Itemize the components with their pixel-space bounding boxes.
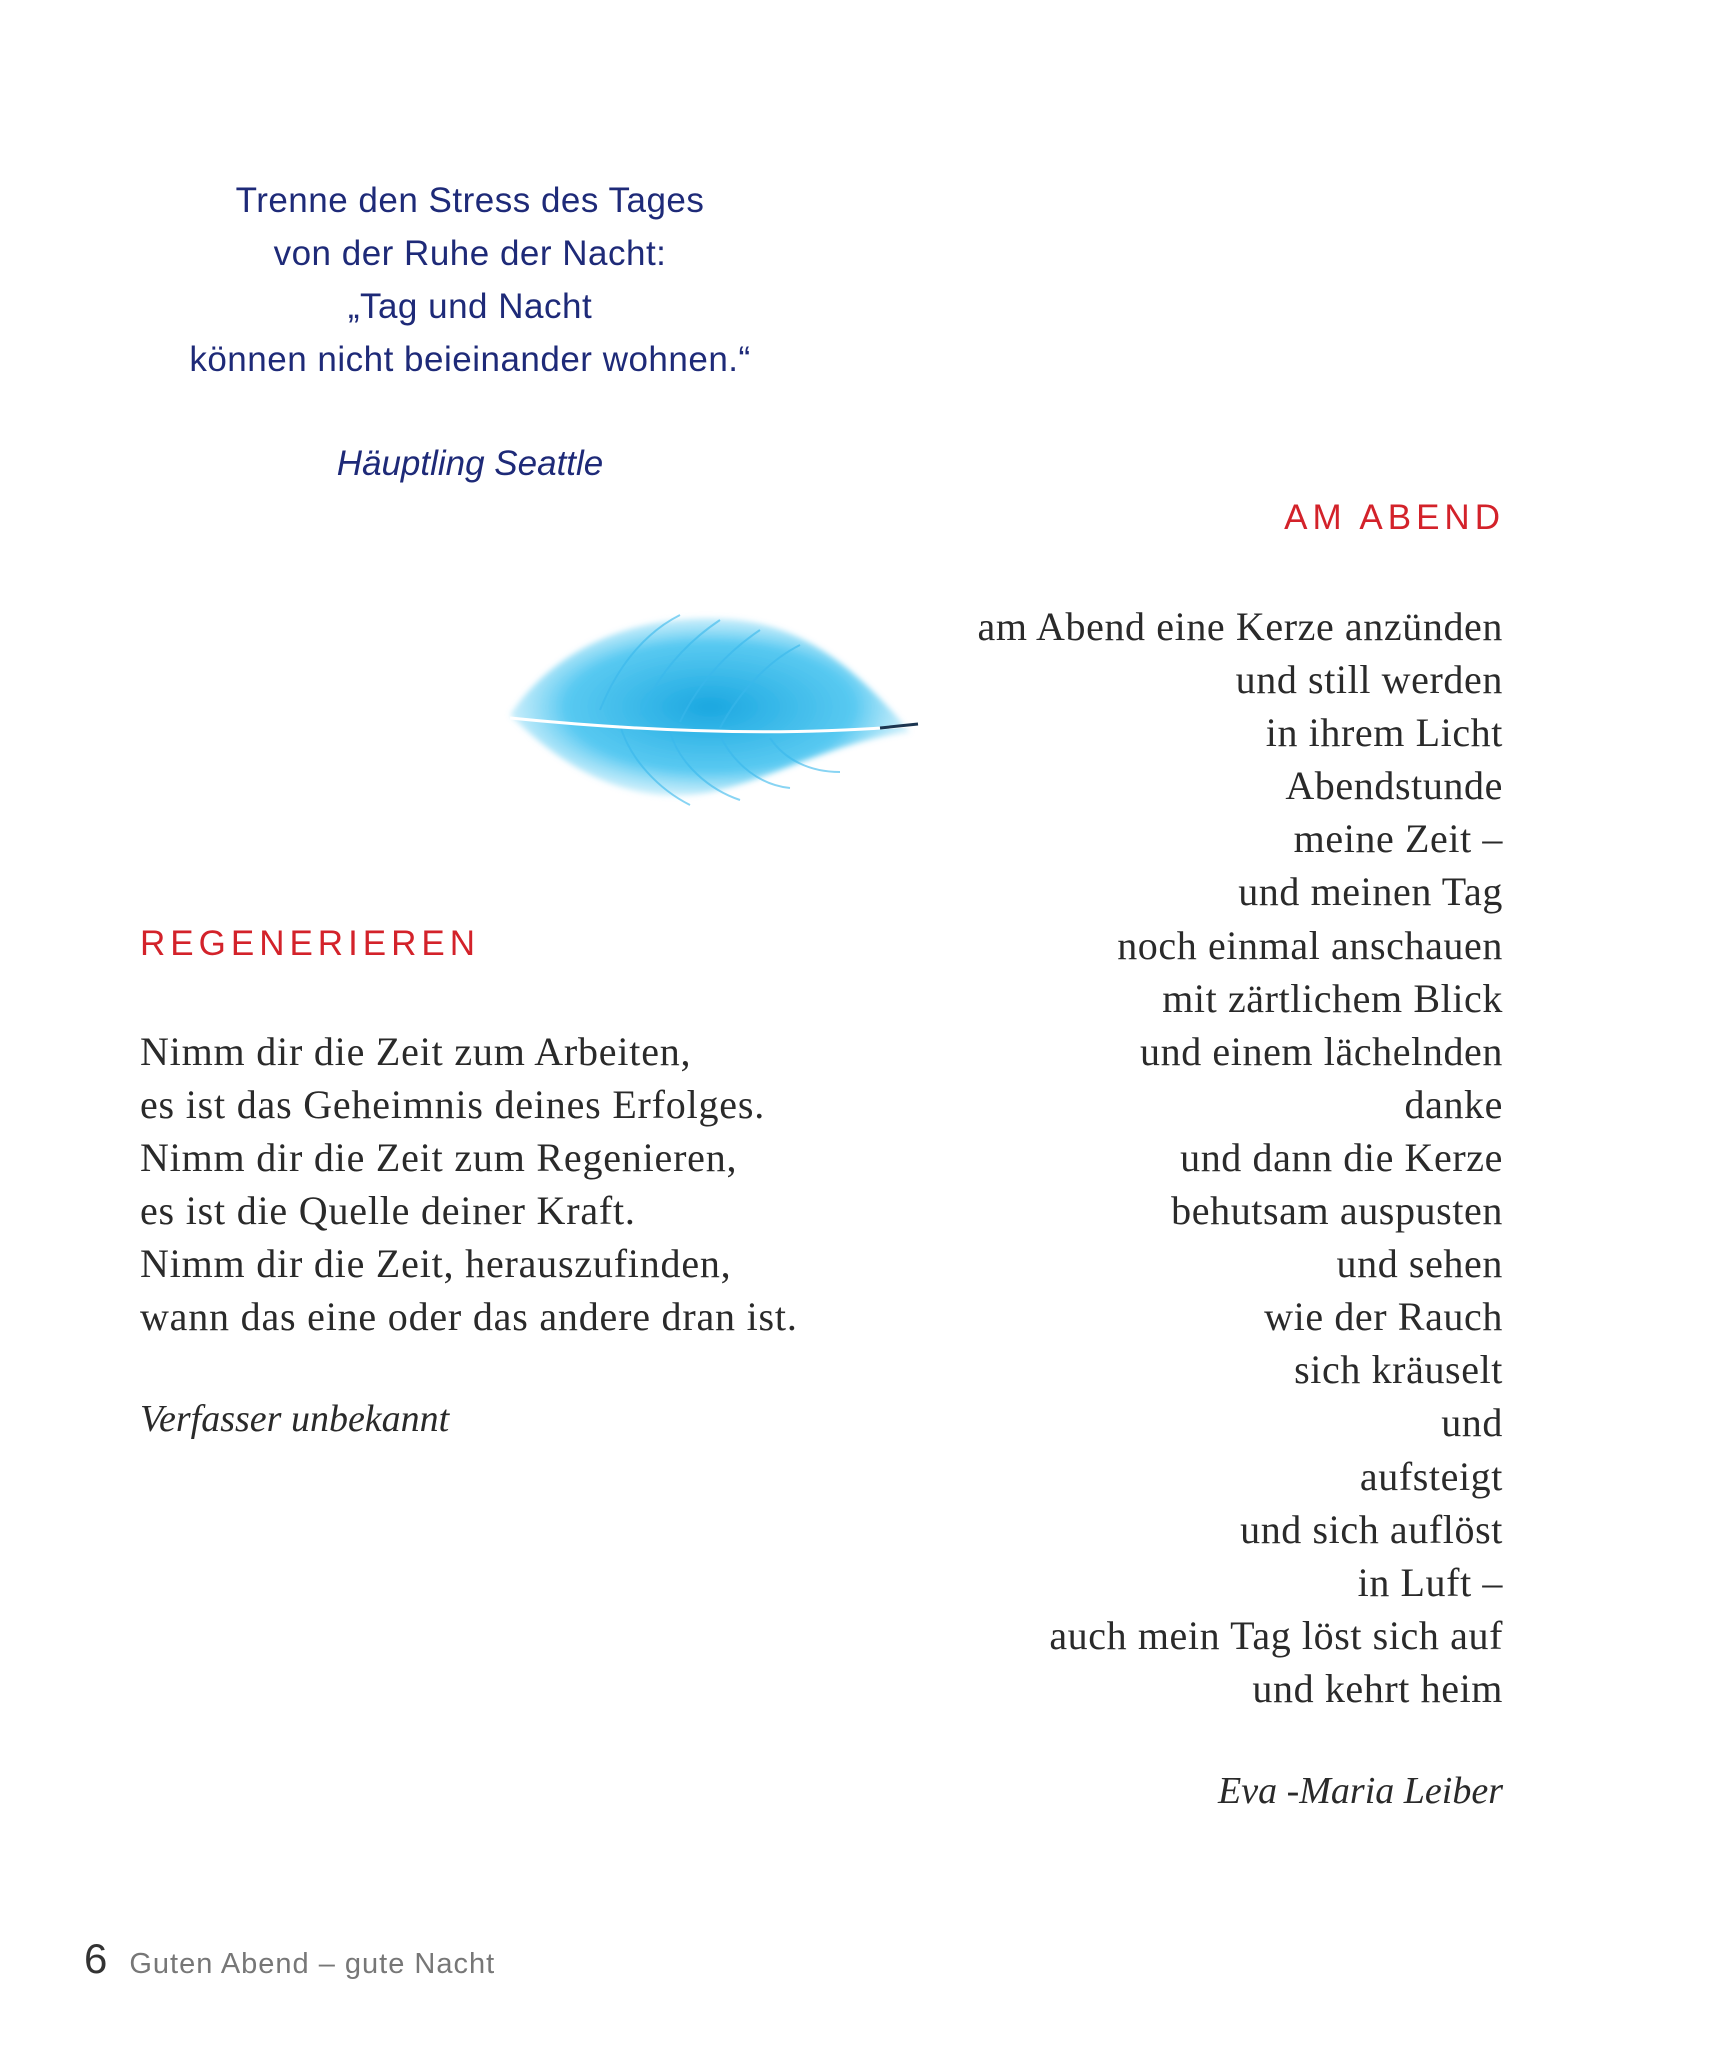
poem-line: wie der Rauch xyxy=(1264,1294,1503,1340)
poem-line: und sich auflöst xyxy=(1240,1506,1503,1552)
quote-line: Trenne den Stress des Tages xyxy=(235,181,705,220)
poem-line: Nimm dir die Zeit, herauszufinden, xyxy=(140,1241,732,1286)
author-regenerieren: Verfasser unbekannt xyxy=(140,1398,450,1440)
poem-am-abend xyxy=(978,600,1503,1715)
poem-line: mit zärtlichem Blick xyxy=(1162,975,1503,1021)
heading-regenerieren: REGENERIEREN xyxy=(140,924,481,963)
poem-line: in Luft – xyxy=(1357,1559,1503,1605)
quote-line: können nicht beieinander wohnen.“ xyxy=(189,340,751,379)
poem-line: danke xyxy=(1404,1081,1503,1127)
poem-line: sich kräuselt xyxy=(1294,1347,1503,1393)
poem-line: auch mein Tag löst sich auf xyxy=(1049,1612,1503,1658)
poem-line: es ist das Geheimnis deines Erfolges. xyxy=(140,1082,766,1127)
poem-line: aufsteigt xyxy=(1359,1453,1503,1499)
running-title: Guten Abend – gute Nacht xyxy=(129,1948,496,1980)
poem-line: behutsam auspusten xyxy=(1171,1188,1503,1234)
poem-line: Abendstunde xyxy=(1285,763,1503,809)
poem-line: und xyxy=(1441,1400,1503,1446)
page-number: 6 xyxy=(84,1935,108,1982)
poem-line: Nimm dir die Zeit zum Regenieren, xyxy=(140,1135,738,1180)
poem-regenerieren xyxy=(140,1025,798,1343)
quote-author: Häuptling Seattle xyxy=(336,444,604,483)
poem-line: am Abend eine Kerze anzünden xyxy=(977,604,1503,649)
quote-line: von der Ruhe der Nacht: xyxy=(273,234,667,273)
poem-line: noch einmal anschauen xyxy=(1117,922,1503,968)
poem-line: und dann die Kerze xyxy=(1180,1134,1503,1180)
quote-line: „Tag und Nacht xyxy=(347,287,593,326)
poem-line: wann das eine oder das andere dran ist. xyxy=(140,1294,798,1339)
poem-line: in ihrem Licht xyxy=(1265,710,1503,756)
poem-line: und kehrt heim xyxy=(1252,1665,1503,1711)
poem-line: Nimm dir die Zeit zum Arbeiten, xyxy=(140,1029,692,1074)
feather-icon xyxy=(480,560,960,910)
poem-line: und einem lächelnden xyxy=(1140,1028,1503,1074)
heading-am-abend: AM ABEND xyxy=(1284,498,1505,537)
poem-line: und meinen Tag xyxy=(1238,869,1503,915)
author-am-abend: Eva -Maria Leiber xyxy=(1218,1770,1503,1812)
poem-line: und still werden xyxy=(1235,657,1503,703)
poem-line: es ist die Quelle deiner Kraft. xyxy=(140,1188,636,1233)
intro-quote xyxy=(0,174,940,386)
poem-line: meine Zeit – xyxy=(1293,816,1503,862)
poem-line: und sehen xyxy=(1336,1241,1503,1287)
page-footer xyxy=(84,1935,495,1985)
